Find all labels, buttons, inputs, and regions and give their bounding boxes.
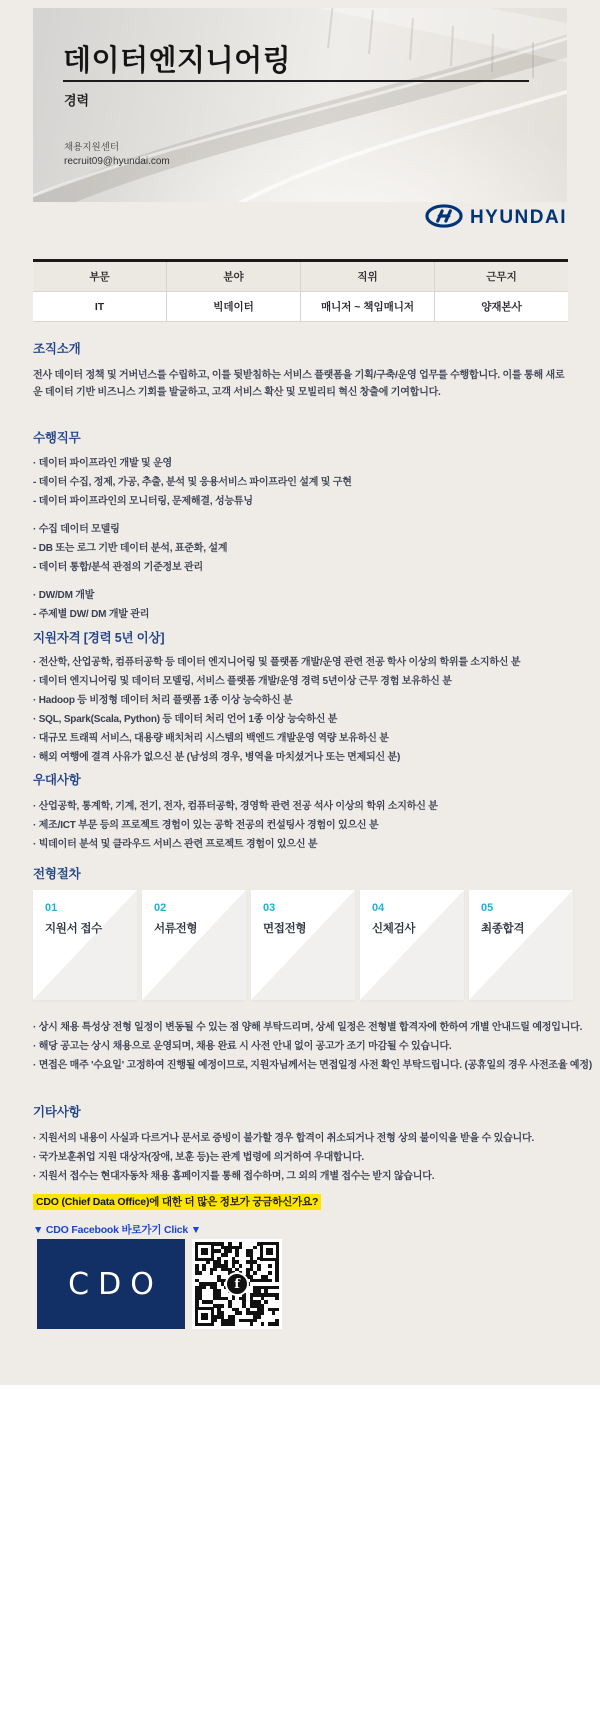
section-organization (33, 339, 570, 401)
process-step-card (142, 890, 246, 1000)
step-number: 02 (154, 902, 167, 914)
step-number: 04 (372, 902, 385, 914)
table-value-cell: 매니저 ~ 책임매니저 (300, 292, 434, 321)
qualification-item: · 해외 여행에 결격 사유가 없으신 분 (남성의 경우, 병역을 마치셨거나 또는 면제되신 분) (33, 752, 401, 763)
duty-item: - DB 또는 로그 기반 데이터 분석, 표준화, 설계 (33, 543, 228, 554)
duty-item: · DW/DM 개발 (33, 590, 95, 601)
page-title: 데이터엔지니어링 (63, 45, 292, 77)
summary-table-header-row (33, 262, 568, 292)
process-step-card (360, 890, 464, 1000)
cdo-highlight-text: CDO (Chief Data Office)에 대한 더 많은 정보가 궁금하신가요? (33, 1194, 321, 1210)
section-title: 지원자격 [경력 5년 이상] (33, 631, 165, 645)
etc-item: · 지원서의 내용이 사실과 다르거나 문서로 증빙이 불가할 경우 합격이 취소되거나 전형 상의 불이익을 받을 수 있습니다. (33, 1133, 535, 1144)
facebook-icon: f (225, 1272, 249, 1296)
table-value-cell: 양재본사 (434, 292, 568, 321)
duty-item: - 데이터 파이프라인의 모니터링, 문제해결, 성능튜닝 (33, 496, 253, 507)
qualification-item: · Hadoop 등 비정형 데이터 처리 플랫폼 1종 이상 능숙하신 분 (33, 695, 293, 706)
process-note: · 면접은 매주 '수요일' 고정하여 진행될 예정이므로, 지원자님께서는 면접일정 사전 확인 부탁드립니다. (공휴일의 경우 사전조율 예정) (33, 1060, 592, 1071)
hyundai-logo-icon (425, 204, 463, 233)
step-number: 05 (481, 902, 494, 914)
section-process (33, 864, 570, 882)
section-title: 조직소개 (33, 342, 81, 356)
etc-item: · 지원서 접수는 현대자동차 채용 홈페이지를 통해 접수하며, 그 외의 개별 접수는 받지 않습니다. (33, 1171, 435, 1182)
qualification-item: · 대규모 트래픽 서비스, 대용량 배치처리 시스템의 백엔드 개발운영 역량 보유하신 분 (33, 733, 389, 744)
qr-finder-icon (195, 1242, 214, 1261)
step-label: 서류전형 (154, 923, 198, 935)
organization-description: 전사 데이터 정책 및 거버넌스를 수립하고, 이를 뒷받침하는 서비스 플랫폼을 기획/구축/운영 업무를 수행합니다. 이를 통해 새로운 데이터 기반 비즈니스 기회를 발굴하고, 고객 서비스 확산 및 모빌리티 혁신 창출에 기여합니다. (33, 370, 565, 398)
brand-row (33, 204, 567, 232)
step-label: 신체검사 (372, 923, 416, 935)
career-level-label: 경력 (64, 93, 90, 108)
hero-banner (33, 8, 567, 202)
etc-item: · 국가보훈취업 지원 대상자(장애, 보훈 등)는 관계 법령에 의거하여 우대합니다. (33, 1152, 365, 1163)
step-number: 01 (45, 902, 58, 914)
duty-item: · 수집 데이터 모델링 (33, 524, 120, 535)
section-title: 수행직무 (33, 431, 81, 445)
section-title: 전형절차 (33, 867, 81, 881)
preferred-item: · 산업공학, 통계학, 기계, 전기, 전자, 컴퓨터공학, 경영학 관련 전공 석사 이상의 학위 소지하신 분 (33, 801, 438, 812)
summary-table-value-row (33, 292, 568, 321)
section-etc (33, 1102, 570, 1186)
process-step-card (251, 890, 355, 1000)
section-qualifications (33, 628, 570, 767)
duty-item: - 데이터 통합/분석 관점의 기준정보 관리 (33, 562, 203, 573)
qualification-item: · 데이터 엔지니어링 및 데이터 모델링, 서비스 플랫폼 개발/운영 경력 5년이상 근무 경험 보유하신 분 (33, 676, 452, 687)
cdo-facebook-link[interactable]: ▼ CDO Facebook 바로가기 Click ▼ (33, 1224, 201, 1236)
duty-item: - 주제별 DW/ DM 개발 관리 (33, 609, 150, 620)
facebook-qr-code[interactable] (192, 1239, 282, 1329)
section-preferred (33, 770, 570, 854)
step-label: 지원서 접수 (45, 923, 102, 935)
cdo-info-highlight (33, 1192, 321, 1210)
process-steps (33, 890, 573, 1000)
qr-finder-icon (195, 1307, 214, 1326)
process-step-card (469, 890, 573, 1000)
table-header-cell: 부문 (89, 271, 110, 283)
qualification-item: · 전산학, 산업공학, 컴퓨터공학 등 데이터 엔지니어링 및 플랫폼 개발/운영 관련 전공 학사 이상의 학위를 소지하신 분 (33, 657, 521, 668)
table-header-cell: 근무지 (434, 262, 568, 291)
hero-photo (33, 8, 567, 202)
step-number: 03 (263, 902, 276, 914)
step-label: 최종합격 (481, 923, 525, 935)
table-value-cell: IT (94, 300, 105, 313)
table-header-cell: 직위 (300, 262, 434, 291)
step-label: 면접전형 (263, 923, 307, 935)
contact-email[interactable]: recruit09@hyundai.com (64, 156, 170, 167)
section-title: 기타사항 (33, 1105, 81, 1119)
qualification-item: · SQL, Spark(Scala, Python) 등 데이터 처리 언어 1종 이상 능숙하신 분 (33, 714, 338, 725)
cdo-wordmark: CDO (68, 1266, 163, 1302)
preferred-item: · 빅데이터 분석 및 클라우드 서비스 관련 프로젝트 경험이 있으신 분 (33, 839, 318, 850)
table-header-cell: 분야 (166, 262, 300, 291)
process-notes (33, 1018, 592, 1075)
table-value-cell: 빅데이터 (166, 292, 300, 321)
process-note: · 상시 채용 특성상 전형 일정이 변동될 수 있는 점 양해 부탁드리며, 상세 일정은 전형별 합격자에 한하여 개별 안내드릴 예정입니다. (33, 1022, 583, 1033)
duty-item: · 데이터 파이프라인 개발 및 운영 (33, 458, 173, 469)
qr-finder-icon (260, 1242, 279, 1261)
duty-item: - 데이터 수집, 정제, 가공, 추출, 분석 및 응용서비스 파이프라인 설계 및 구현 (33, 477, 352, 488)
process-step-card (33, 890, 137, 1000)
contact-department: 채용지원센터 (64, 142, 120, 153)
section-duties (33, 428, 570, 624)
hyundai-wordmark: HYUNDAI (469, 207, 567, 228)
section-title: 우대사항 (33, 773, 81, 787)
cdo-logo-tile[interactable] (37, 1239, 185, 1329)
title-underline (63, 80, 529, 82)
preferred-item: · 제조/ICT 부문 등의 프로젝트 경험이 있는 공학 전공의 컨설팅사 경험이 있으신 분 (33, 820, 379, 831)
summary-table (33, 259, 568, 322)
process-note: · 해당 공고는 상시 채용으로 운영되며, 채용 완료 시 사전 안내 없이 공고가 조기 마감될 수 있습니다. (33, 1041, 452, 1052)
